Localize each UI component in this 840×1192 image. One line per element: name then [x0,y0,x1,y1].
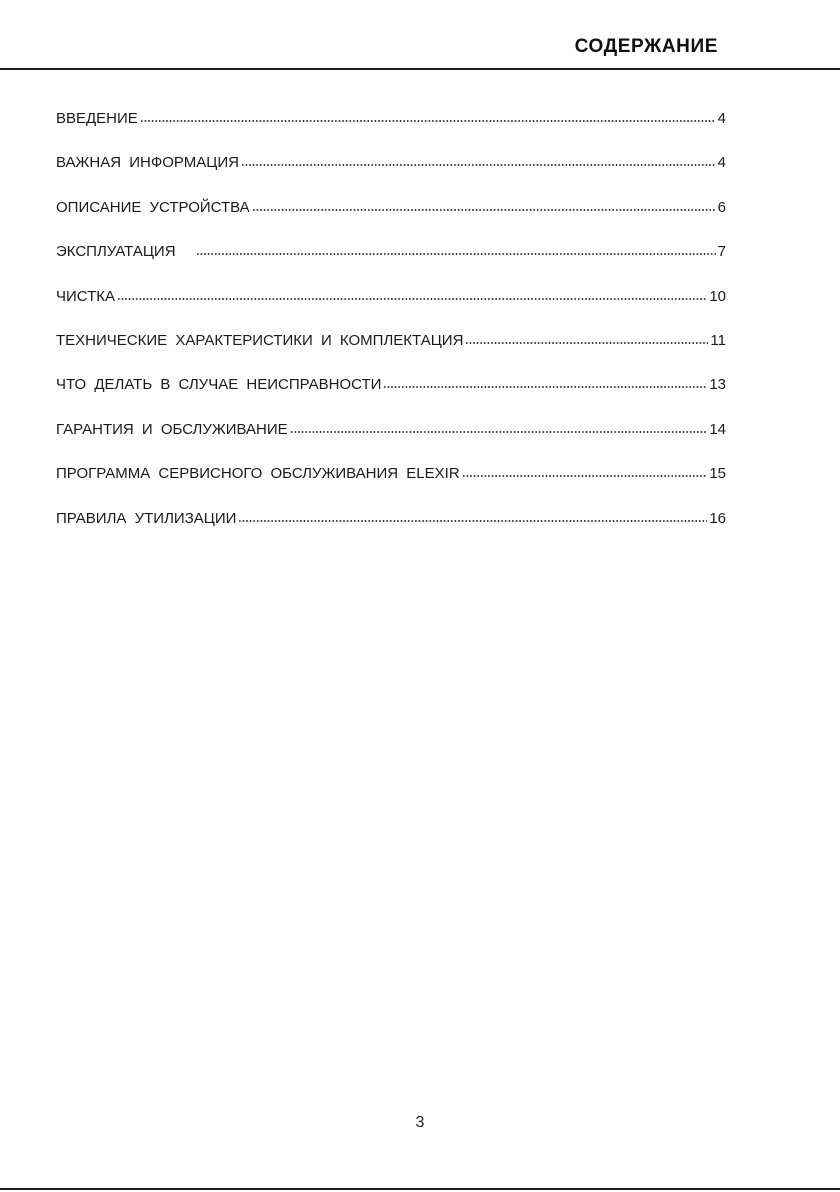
toc-entry-warranty[interactable] [56,419,726,463]
toc-entry-label: ЭКСПЛУАТАЦИЯ [56,243,176,261]
toc-entry-introduction[interactable] [56,108,726,152]
toc-dot-leader [290,430,708,434]
toc-dot-leader [241,163,716,167]
toc-entry-specifications[interactable] [56,330,726,374]
toc-entry-page: 11 [710,331,726,349]
toc-entry-page: 6 [717,198,726,216]
toc-entry-page: 4 [717,110,726,127]
toc-entry-page: 13 [709,376,726,394]
toc-entry-label: ЧТО ДЕЛАТЬ В СЛУЧАЕ НЕИСПРАВНОСТИ [56,376,382,394]
footer-divider [0,1188,840,1190]
toc-entry-page: 7 [717,243,726,261]
toc-entry-page: 14 [709,420,726,438]
toc-dot-leader [465,341,708,345]
toc-entry-page: 4 [717,154,726,172]
toc-entry-operation[interactable] [56,241,726,285]
toc-entry-label: ГАРАНТИЯ И ОБСЛУЖИВАНИЕ [56,420,288,438]
toc-dot-leader [196,252,716,256]
header-divider [0,68,840,70]
toc-entry-label: ВВЕДЕНИЕ [56,110,138,127]
toc-entry-label: ПРОГРАММА СЕРВИСНОГО ОБСЛУЖИВАНИЯ ELEXIR [56,465,460,483]
toc-entry-label: ПРАВИЛА УТИЛИЗАЦИИ [56,509,237,527]
toc-entry-cleaning[interactable] [56,286,726,330]
toc-entry-label: ВАЖНАЯ ИНФОРМАЦИЯ [56,154,239,172]
toc-entry-page: 16 [709,509,726,527]
toc-entry-troubleshooting[interactable] [56,374,726,418]
page-number: 3 [415,1114,425,1131]
toc-entry-label: ТЕХНИЧЕСКИЕ ХАРАКТЕРИСТИКИ И КОМПЛЕКТАЦИЯ [56,331,464,349]
toc-entry-service-program[interactable] [56,463,726,507]
toc-entry-label: ОПИСАНИЕ УСТРОЙСТВА [56,198,250,216]
toc-dot-leader [462,474,708,478]
toc-entry-important-information[interactable] [56,152,726,196]
page-title: СОДЕРЖАНИЕ [574,36,718,57]
toc-entry-disposal[interactable] [56,508,726,552]
toc-dot-leader [117,297,707,301]
toc-dot-leader [140,119,716,123]
table-of-contents [56,108,726,552]
toc-dot-leader [252,208,716,212]
toc-dot-leader [238,519,707,523]
toc-entry-page: 15 [709,465,726,483]
toc-entry-device-description[interactable] [56,197,726,241]
toc-entry-page: 10 [709,287,726,305]
toc-entry-label: ЧИСТКА [56,287,116,305]
toc-dot-leader [383,385,707,389]
